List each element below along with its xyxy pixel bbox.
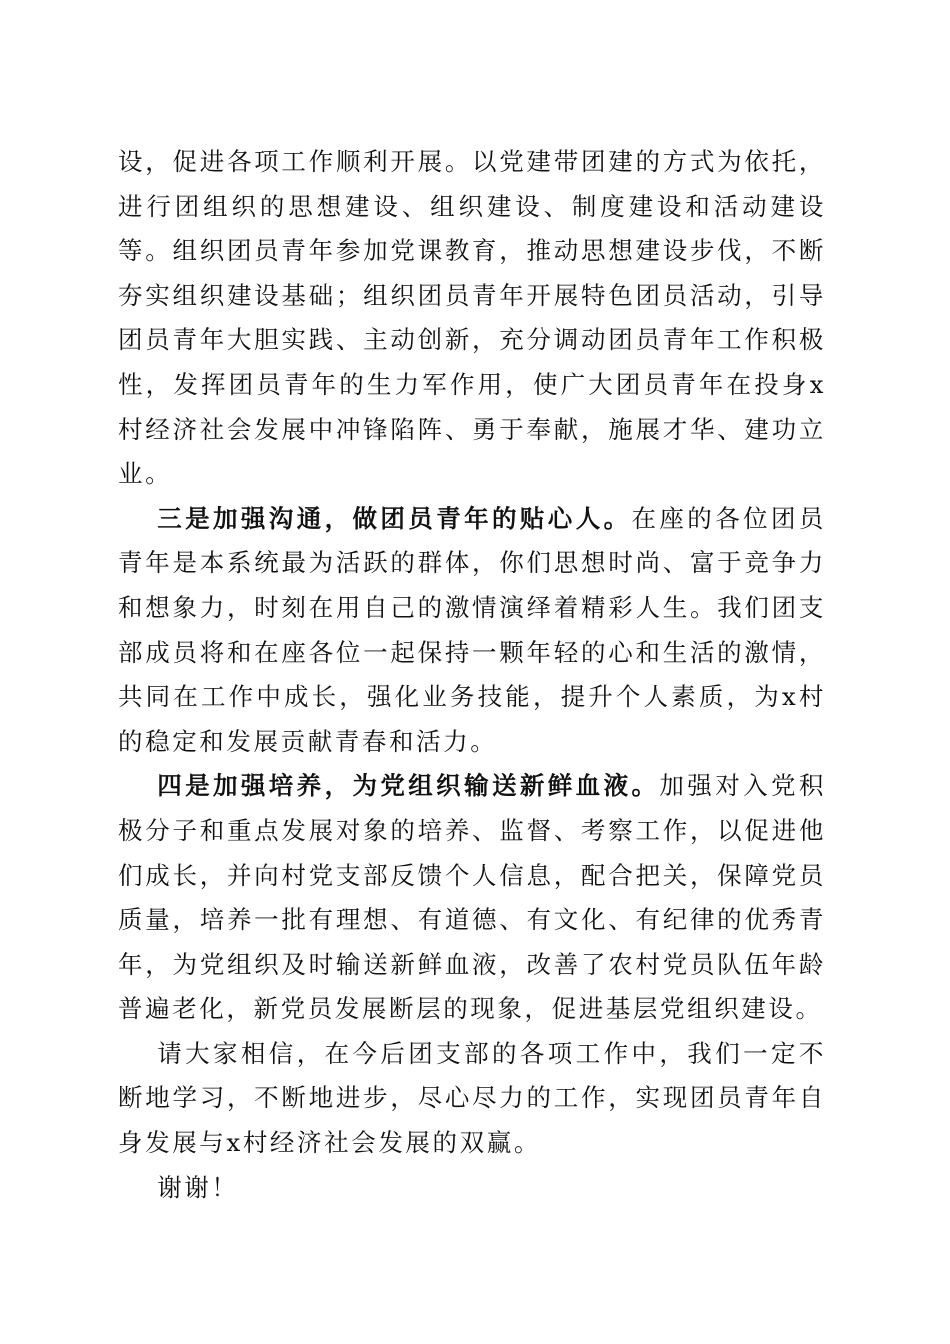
paragraph-point-four bbox=[118, 764, 826, 1032]
paragraph-continuation bbox=[118, 140, 826, 497]
paragraph-text: 加强对入党积极分子和重点发展对象的培养、监督、考察工作，以促进他们成长，并向村党支部反馈个人信息，配合把关，保障党员质量，培养一批有理想、有道德、有文化、有纪律的优秀青年，为党组织及时输送新鲜血液，改善了农村党员队伍年龄普遍老化，新党员发展断层的现象，促进基层党组织建设。 bbox=[118, 771, 826, 1024]
paragraph-thanks bbox=[118, 1166, 826, 1211]
paragraph-text: 请大家相信，在今后团支部的各项工作中，我们一定不断地学习，不断地进步，尽心尽力的工作，实现团员青年自身发展与x村经济社会发展的双赢。 bbox=[118, 1038, 826, 1158]
paragraph-heading: 四是加强培养，为党组织输送新鲜血液。 bbox=[157, 771, 660, 801]
document-body bbox=[118, 140, 826, 1210]
paragraph-text: 谢谢！ bbox=[157, 1172, 239, 1202]
paragraph-text: 设，促进各项工作顺利开展。以党建带团建的方式为依托，进行团组织的思想建设、组织建设、制度建设和活动建设等。组织团员青年参加党课教育，推动思想建设步伐，不断夯实组织建设基础；组织团员青年开展特色团员活动，引导团员青年大胆实践、主动创新，充分调动团员青年工作积极性，发挥团员青年的生力军作用，使广大团员青年在投身x村经济社会发展中冲锋陷阵、勇于奉献，施展才华、建功立业。 bbox=[118, 147, 826, 489]
paragraph-point-three bbox=[118, 497, 826, 765]
paragraph-closing bbox=[118, 1032, 826, 1166]
paragraph-text: 在座的各位团员青年是本系统最为活跃的群体，你们思想时尚、富于竞争力和想象力，时刻在用自己的激情演绎着精彩人生。我们团支部成员将和在座各位一起保持一颗年轻的心和生活的激情，共同在工作中成长，强化业务技能，提升个人素质，为x村的稳定和发展贡献青春和活力。 bbox=[118, 503, 827, 756]
paragraph-heading: 三是加强沟通，做团员青年的贴心人。 bbox=[157, 503, 632, 533]
